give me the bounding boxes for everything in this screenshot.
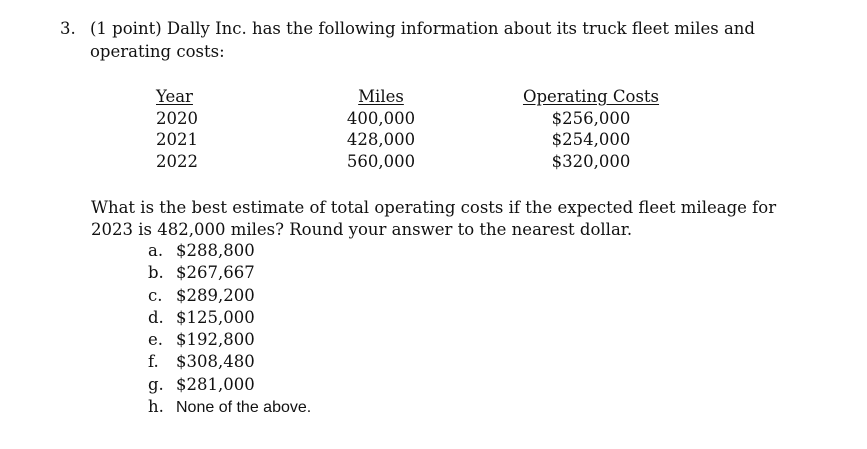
cell-miles: 400,000 (346, 108, 416, 128)
option-e (148, 329, 311, 351)
data-table (150, 86, 736, 172)
cell-costs: $254,000 (551, 130, 631, 149)
option-a (148, 240, 311, 262)
option-h (148, 396, 311, 419)
table-row (150, 129, 736, 151)
option-letter: d. (148, 307, 164, 327)
cell-year: 2021 (156, 130, 198, 149)
cell-year: 2022 (156, 151, 198, 171)
answer-options (148, 240, 311, 419)
option-text: $192,800 (176, 330, 255, 350)
table-header-row (150, 86, 736, 108)
prompt-line-1: What is the best estimate of total operating costs if the expected fleet mileage for (91, 198, 777, 217)
header-miles: Miles (358, 87, 404, 106)
cell-miles: 428,000 (346, 130, 416, 149)
option-b (148, 262, 311, 284)
option-f (148, 351, 311, 373)
option-text: $267,667 (176, 263, 255, 283)
option-g (148, 374, 311, 396)
table-row (150, 108, 736, 130)
option-text: $308,480 (176, 352, 255, 372)
table-row (150, 151, 736, 173)
option-d (148, 307, 311, 329)
option-text: $288,800 (176, 241, 255, 260)
cell-miles: 560,000 (346, 151, 416, 171)
option-letter: e. (148, 330, 164, 350)
option-c (148, 285, 311, 307)
question-text-line-2: operating costs: (90, 42, 225, 61)
option-text: $281,000 (176, 374, 255, 394)
option-letter: f. (148, 352, 159, 372)
prompt-line-2: 2023 is 482,000 miles? Round your answer to the nearest dollar. (91, 220, 633, 239)
question-text-line-1: (1 point) Dally Inc. has the following information about its truck fleet miles and (90, 19, 755, 38)
cell-year: 2020 (156, 108, 198, 128)
option-letter: g. (148, 374, 164, 394)
header-operating-costs: Operating Costs (522, 87, 660, 106)
option-letter: b. (148, 263, 164, 283)
option-text: $289,200 (176, 285, 255, 305)
option-letter: a. (148, 241, 164, 260)
option-letter: h. (148, 397, 164, 417)
cell-costs: $256,000 (551, 108, 631, 128)
question-number: 3. (60, 19, 76, 38)
header-year: Year (156, 87, 193, 106)
option-text: $125,000 (176, 307, 255, 327)
option-letter: c. (148, 285, 163, 305)
option-text: None of the above. (176, 399, 312, 417)
cell-costs: $320,000 (551, 151, 631, 171)
